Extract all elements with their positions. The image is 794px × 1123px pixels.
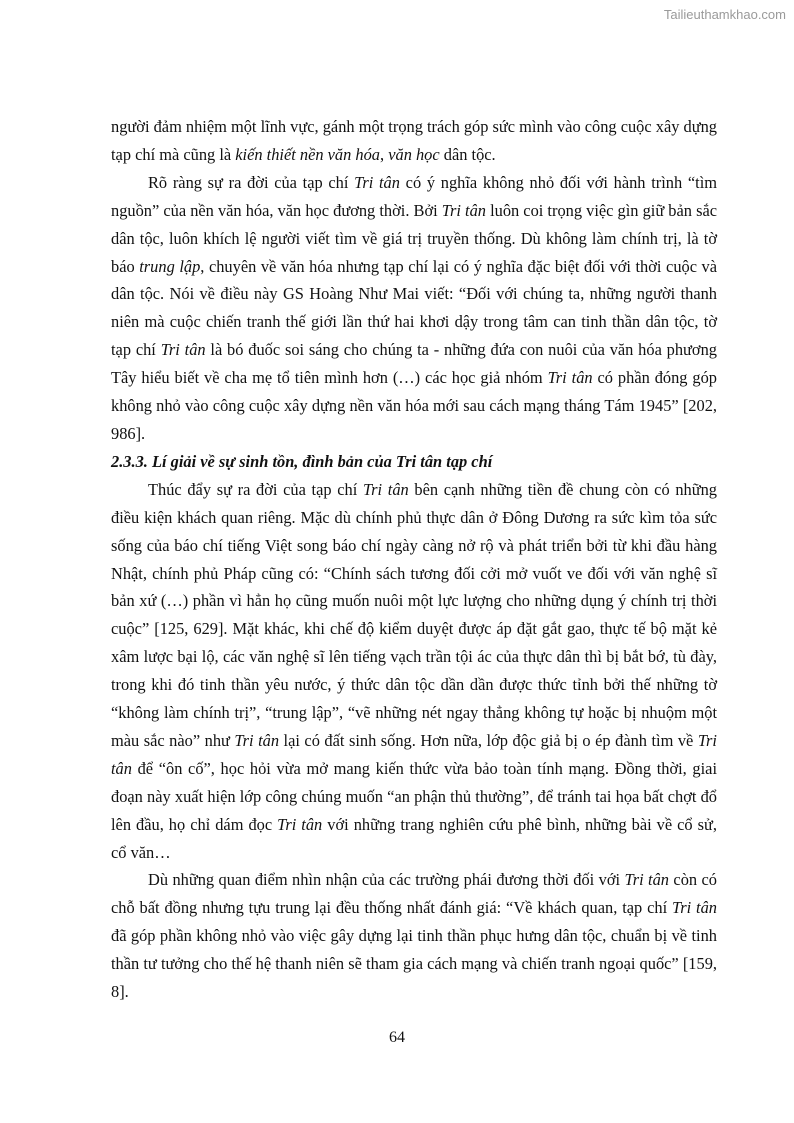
text-run: dân tộc. (439, 144, 496, 164)
page-number: 64 (389, 1029, 405, 1046)
watermark-text: Tailieuthamkhao.com (663, 7, 786, 22)
text-run: có phần đóng góp không nhỏ vào công cuộc xây dựng nền văn hóa mới sau cách mạng tháng Tám 1945” [202, 986]. (111, 368, 717, 443)
italic-run: Tri tân (441, 200, 486, 220)
text-run: Dù những quan điểm nhìn nhận của các trường phái đương thời đối với (148, 870, 625, 890)
text-run: có ý nghĩa không nhỏ đối với hành trình “tìm nguồn” của nền văn hóa, văn học đương thời. Bởi (111, 172, 718, 220)
text-run: đã góp phần không nhỏ vào việc gây dựng lại tinh thần phục hưng dân tộc, chuẩn bị về tinh thần tư tưởng cho thế hệ thanh niên sẽ tham gia cách mạng và chiến tranh ngoại quốc” [159, 8]. (111, 926, 717, 1002)
italic-run: trung lập (139, 256, 201, 276)
text-run: , (380, 144, 389, 164)
text-run: Rõ ràng sự ra đời của tạp chí (148, 172, 355, 192)
italic-run: Tri tân (354, 172, 400, 192)
italic-run: Tri tân (160, 340, 206, 360)
section-heading: 2.3.3. Lí giải về sự sinh tồn, đình bản của Tri tân tạp chí (111, 451, 493, 471)
text-run: , chuyên về văn hóa nhưng tạp chí lại có ý nghĩa đặc biệt đối với thời cuộc và dân tộc. Nói về điều này GS Hoàng Như Mai viết: “Đối với chúng ta, những người thanh niên mà cuộc chiến tranh thế giới lần thứ hai khơi dậy trong tâm can tinh thần dân tộc, tờ tạp chí (111, 256, 718, 360)
text-run: bên cạnh những tiền đề chung còn có những điều kiện khách quan riêng. Mặc dù chính phủ thực dân ở Đông Dương ra sức kìm tỏa sức sống của báo chí tiếng Việt song báo chí ngày càng nở rộ và phát triển bởi từ khi đầu hàng Nhật, chính phủ Pháp cũng có: “Chính sách tương đối cởi mở vuốt ve đối với văn nghệ sĩ bản xứ (…) phần vì hẳn họ cũng muốn nuôi một lực lượng cho những dụng ý chính trị thời cuộc” [125, 629]. Mặt khác, khi chế độ kiểm duyệt được áp đặt gắt gao, thực tế bộ mặt kẻ xâm lược bại lộ, các văn nghệ sĩ lên tiếng vạch trần tội ác của thực dân thì bị bắt bớ, tù đày, trong khi đó tinh thần yêu nước, ý thức dân tộc dần dần được thức tỉnh bởi thế những tờ “không làm chính trị”, “trung lập”, “vẽ những nét ngay thẳng không tự hoặc bị nhuộm một màu sắc nào” như (111, 479, 717, 750)
document-body (111, 113, 717, 1006)
italic-run: Tri tân (672, 898, 717, 918)
italic-run: Tri tân (547, 368, 593, 388)
text-run: để “ôn cố”, học hỏi vừa mở mang kiến thức vừa bảo toàn tính mạng. Đồng thời, giai đoạn này xuất hiện lớp công chúng muốn “an phận thủ thường”, để tránh tai họa bất chợt đổ lên đầu, họ chỉ dám đọc (111, 758, 717, 834)
text-run: Thúc đẩy sự ra đời của tạp chí (148, 479, 363, 499)
text-run: là bó đuốc soi sáng cho chúng ta - những đứa con nuôi của văn hóa phương Tây hiểu biết về cha mẹ tổ tiên mình hơn (…) các học giả nhóm (111, 340, 717, 388)
text-run: còn có chỗ bất đồng nhưng tựu trung lại đều thống nhất đánh giá: “Về khách quan, tạp chí (111, 870, 717, 918)
italic-run: Tri tân (362, 479, 409, 499)
italic-run: văn học (388, 144, 440, 164)
italic-run: Tri tân (624, 870, 669, 890)
italic-run: Tri tân (277, 814, 323, 834)
text-run: luôn coi trọng việc gìn giữ bản sắc dân tộc, luôn khích lệ người viết tìm về giá trị truyền thống. Dù không làm chính trị, là tờ báo (111, 200, 717, 276)
paragraph-4 (111, 866, 717, 1006)
paragraph-2 (111, 169, 717, 448)
text-run: với những trang nghiên cứu phê bình, những bài về cổ sử, cổ văn… (111, 814, 717, 862)
text-run: người đảm nhiệm một lĩnh vực, gánh một trọng trách góp sức mình vào công cuộc xây dựng tạp chí mà cũng là (111, 117, 717, 164)
paragraph-1 (111, 113, 717, 169)
italic-run: kiến thiết nền văn hóa (235, 144, 381, 164)
text-run: lại có đất sinh sống. Hơn nữa, lớp độc giả bị o ép đành tìm về (279, 730, 698, 750)
italic-run: Tri tân (234, 730, 280, 750)
italic-run: Tri tân (111, 730, 717, 778)
paragraph-3 (111, 476, 717, 867)
